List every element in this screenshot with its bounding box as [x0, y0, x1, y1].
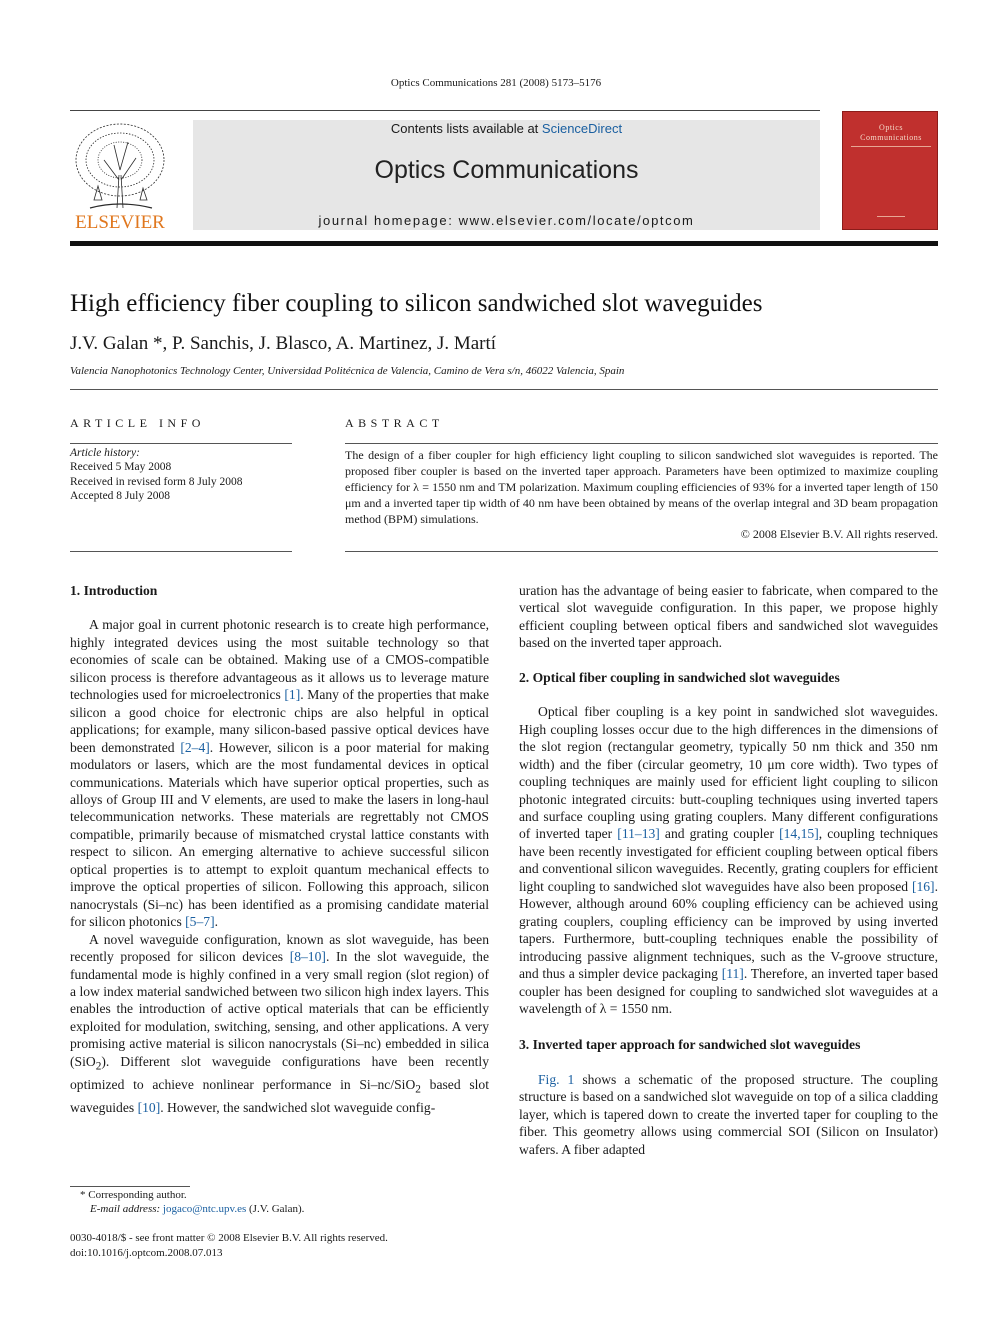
abstract-heading: ABSTRACT	[345, 416, 444, 430]
corresponding-author-note: * Corresponding author.	[80, 1189, 187, 1201]
body-right-column	[519, 582, 938, 1158]
elsevier-logo-text: ELSEVIER	[75, 212, 165, 232]
contents-line	[193, 121, 820, 136]
elsevier-logo	[70, 120, 170, 232]
intro-paragraph-2: A novel waveguide configuration, known as slot waveguide, has been recently proposed for silicon devices [8–10]. In the slot waveguide, the fundamental mode is highly confined in a very small region (slot region) of a low index material sandwiched between two silicon high index layers. This enables the introduction of active optical materials that can be efficiently exploited for modulation, switching, sensing, and other applications. A very promising active material is silicon nanocrystals (Si–nc) embedded in silica (SiO$_2$). Different slot waveguide configurations have been recently optimized to achieve nonlinear performance in Si–nc/SiO$_2$ based slot waveguides [10]. However, the sandwiched slot waveguide config-	[70, 931, 489, 1116]
doi-line: doi:10.1016/j.optcom.2008.07.013	[70, 1246, 223, 1259]
citation-link[interactable]: [8–10]	[289, 949, 326, 965]
section-2-paragraph: Optical fiber coupling is a key point in sandwiched slot waveguides. High coupling losses occur due to the high differences in the dimensions of the slot region (rectangular geometry, typically 50 nm thick and 350 nm width) and the fiber (circular geometry, 10 μm core width). Two types of coupling techniques are mainly used for efficient light coupling to silicon photonic integrated circuits: butt-coupling techniques using inverted tapers and surface coupling using grating couplers. Many different configurations of inverted taper [11–13] and grating coupler [14,15], coupling techniques have been recently investigated for efficient coupling between optical fibers and conventional silicon waveguides. Recently, grating couplers for efficient light coupling to sandwiched slot waveguides have also been proposed [16]. However, although around 60% coupling efficiency can be achieved using grating couplers, coupling efficiency can be improved by using inverted tapers. Furthermore, butt-coupling techniques enable the possibility of introducing passive alignment techniques, such as the V-groove structure, and thus a simpler device packaging [11]. Therefore, an inverted taper based coupler has been designed for coupling to sandwiched slot waveguides at a wavelength of λ = 1550 nm.	[519, 704, 939, 1016]
affiliation: Valencia Nanophotonics Technology Center, Universidad Politécnica de Valencia, Camino de Vera s/n, 46022 Valencia, Spain	[70, 365, 625, 377]
body-left-column	[70, 582, 489, 1117]
figure-link[interactable]: Fig. 1	[538, 1071, 575, 1087]
divider	[345, 443, 938, 444]
journal-title: Optics Communications	[374, 156, 639, 184]
citation-link[interactable]: [16]	[911, 878, 935, 894]
divider	[70, 389, 938, 390]
citation-link[interactable]: [11]	[721, 966, 744, 982]
citation-link[interactable]: [11–13]	[617, 826, 660, 842]
revised-date: Received in revised form 8 July 2008	[70, 475, 243, 488]
footnote	[70, 1188, 304, 1216]
section-2-heading: 2. Optical fiber coupling in sandwiched slot waveguides	[519, 669, 840, 685]
history-label: Article history:	[70, 447, 140, 459]
cover-title-line2: Communications	[860, 133, 922, 142]
abstract-copyright: © 2008 Elsevier B.V. All rights reserved.	[740, 527, 938, 541]
section-3-paragraph: Fig. 1 shows a schematic of the proposed structure. The coupling structure is based on a sandwiched slot waveguide on top of a silica cladding layer, which is tapered down to create the inverted taper for coupling to the fiber. This geometry allows using commercial SOI (Silicon on Insulator) wafers. A fiber adapted	[519, 1071, 938, 1157]
accepted-date: Accepted 8 July 2008	[70, 490, 170, 503]
sciencedirect-link[interactable]: ScienceDirect	[541, 121, 623, 136]
journal-homepage[interactable]: journal homepage: www.elsevier.com/locate/optcom	[318, 213, 695, 228]
citation-link[interactable]: [10]	[137, 1100, 161, 1116]
intro-paragraph-1: A major goal in current photonic research is to create high performance, highly integrated devices using the most suitable technology so that economies of scale can be obtained. Making use of a CMOS-compatible silicon process is therefore advantageous as it allows us to leverage mature technologies used for microelectronics [1]. Many of the properties that make silicon a good choice for electronic chips are also helpful in optical applications; for example, many silicon-based passive optical devices have been demonstrated [2–4]. However, silicon is a poor material for making modulators or lasers, which are the most fundamental devices in optical communications. Materials which have superior optical properties, such as alloys of Group III and V elements, are used to make the lasers in long-haul telecommunication networks. These materials are regrettably not CMOS compatible, primarily because of mismatched crystal lattice constants with respect to silicon. An emerging alternative to achieve successful silicon optical properties is to attempt to exploit quantum mechanical effects to improve the optical properties of silicon. Following this approach, silicon nanocrystals (Si–nc) has been identified as a promising candidate material for silicon photonics [5–7].	[70, 617, 489, 930]
citation-link[interactable]: [2–4]	[180, 739, 210, 755]
received-date: Received 5 May 2008	[70, 461, 172, 474]
divider	[70, 551, 292, 552]
elsevier-tree-icon	[70, 120, 170, 232]
running-head: Optics Communications 281 (2008) 5173–5176	[390, 77, 602, 89]
author-list: J.V. Galan *, P. Sanchis, J. Blasco, A. Martinez, J. Martí	[70, 333, 497, 354]
header-top-rule	[70, 110, 820, 111]
divider	[70, 443, 292, 444]
footnote-rule	[70, 1186, 190, 1187]
contents-prefix: Contents lists available at	[390, 121, 542, 136]
citation-link[interactable]: [5–7]	[185, 914, 215, 930]
email-line: E-mail address: jogaco@ntc.upv.es (J.V. Galan).	[90, 1203, 305, 1215]
header-thick-rule	[70, 241, 938, 246]
email-link[interactable]: jogaco@ntc.upv.es	[162, 1203, 247, 1215]
abstract-text: The design of a fiber coupler for high efficiency light coupling to silicon sandwiched slot waveguides is reported. The proposed fiber coupler is based on the inverted taper approach. Parameters have been optimized to maximize coupling efficiency for λ = 1550 nm and TM polarization. Maximum coupling efficiencies of 93% for a inverted taper length of 150 μm and a inverted taper tip width of 40 nm have been obtained by means of the overlap integral and 3D beam propagation method (BPM) simulations.	[345, 448, 938, 527]
article-info-heading: ARTICLE INFO	[70, 416, 205, 430]
article-title: High efficiency fiber coupling to silicon sandwiched slot waveguides	[70, 290, 763, 317]
citation-link[interactable]: [1]	[284, 687, 301, 703]
issn-line: 0030-4018/$ - see front matter © 2008 Elsevier B.V. All rights reserved.	[70, 1232, 388, 1244]
intro-paragraph-2-continuation: uration has the advantage of being easier to fabricate, when compared to the vertical slot waveguide configuration. In this paper, we propose highly efficient coupling between optical fibers and sandwiched slot waveguides based on the inverted taper approach.	[519, 583, 938, 651]
cover-title-line1: Optics	[879, 123, 903, 132]
journal-cover-thumbnail	[842, 111, 938, 230]
section-3-heading: 3. Inverted taper approach for sandwiched slot waveguides	[519, 1037, 861, 1053]
cover-decor-line	[851, 146, 931, 147]
cover-decor-line	[877, 216, 905, 217]
article-history	[70, 446, 242, 504]
bottom-matter	[70, 1231, 388, 1260]
citation-link[interactable]: [14,15]	[779, 826, 819, 842]
divider	[345, 551, 938, 552]
section-1-heading: 1. Introduction	[70, 583, 158, 598]
